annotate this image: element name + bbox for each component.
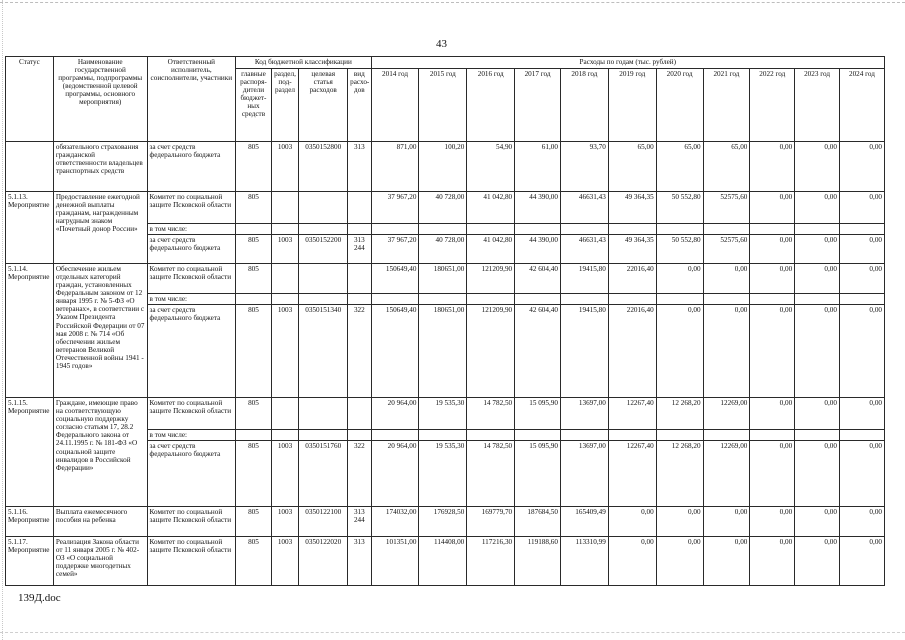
value-cell: 121209,90 [467,305,515,398]
value-cell: 40 728,00 [419,192,467,224]
value-cell: 0,00 [839,441,884,507]
type-cell [348,398,371,430]
value-cell: 119188,60 [515,537,561,586]
value-cell: 20 964,00 [371,441,419,507]
value-cell: 49 364,35 [608,192,656,224]
value-cell: 113310,99 [560,537,608,586]
grbs-cell: 805 [236,398,272,430]
header-expense-type: вид расхо-дов [348,69,371,142]
header-year: 2019 год [608,69,656,142]
value-cell: 0,00 [839,235,884,264]
value-cell: 13697,00 [560,441,608,507]
status-cell: 5.1.17. Мероприятие [6,537,54,586]
value-cell: 50 552,80 [656,235,703,264]
value-cell: 19 535,30 [419,441,467,507]
executor-cell: в том числе: [147,224,236,235]
section-cell: 1003 [271,305,298,398]
value-cell: 150649,40 [371,305,419,398]
status-cell [6,142,54,192]
value-cell: 0,00 [656,537,703,586]
section-cell: 1003 [271,441,298,507]
value-cell: 180651,00 [419,305,467,398]
value-cell: 0,00 [795,537,840,586]
value-cell: 0,00 [750,441,795,507]
target-cell [299,192,348,224]
value-cell: 52575,60 [703,192,750,224]
value-cell: 180651,00 [419,264,467,294]
section-cell: 1003 [271,235,298,264]
value-cell: 165409,49 [560,507,608,537]
type-cell [348,192,371,224]
value-cell: 0,00 [703,537,750,586]
table-row [6,192,885,224]
value-cell: 12267,40 [608,441,656,507]
value-cell: 19415,80 [560,264,608,294]
executor-cell: Комитет по социальной защите Псковской области [147,192,236,224]
value-cell: 41 042,80 [467,192,515,224]
value-cell: 117216,30 [467,537,515,586]
grbs-cell: 805 [236,192,272,224]
status-cell: 5.1.14. Мероприятие [6,264,54,398]
status-cell: 5.1.13. Мероприятие [6,192,54,264]
table-row [6,537,885,586]
budget-table [5,56,885,586]
value-cell: 41 042,80 [467,235,515,264]
name-cell: Обеспечение жильем отдельных категорий граждан, установленных Федеральным законом от 12 января 1995 г. № 5-ФЗ «О ветеранах», в соответствии с Указом Президента Российской Федерации от 07 мая 2008 г. № 714 «Об обеспечении жильем ветеранов Великой Отечественной войны 1941 - 1945 годов» [53,264,147,398]
value-cell: 0,00 [839,264,884,294]
value-cell: 0,00 [839,192,884,224]
grbs-cell: 805 [236,264,272,294]
value-cell: 14 782,50 [467,441,515,507]
scan-edge-top [0,2,905,3]
type-cell [348,264,371,294]
executor-cell: Комитет по социальной защите Псковской области [147,398,236,430]
value-cell: 12267,40 [608,398,656,430]
value-cell: 0,00 [795,235,840,264]
header-year: 2020 год [656,69,703,142]
grbs-cell: 805 [236,537,272,586]
value-cell: 22016,40 [608,264,656,294]
grbs-cell: 805 [236,441,272,507]
header-status: Статус [6,57,54,142]
header-grbs: главные распоря-дители бюджет-ных средств [236,69,272,142]
executor-cell: в том числе: [147,430,236,441]
header-target-item: целевая статья расходов [299,69,348,142]
value-cell: 174032,00 [371,507,419,537]
value-cell: 0,00 [750,192,795,224]
value-cell: 0,00 [608,537,656,586]
value-cell: 114408,00 [419,537,467,586]
value-cell: 176928,50 [419,507,467,537]
name-cell: Граждане, имеющие право на соответствующую социальную поддержку согласно статьям 17, 28.2 Федерального закона от 24.11.1995 г. № 181-ФЗ «О социальной защите инвалидов в Российской Федерации» [53,398,147,507]
value-cell: 0,00 [750,235,795,264]
value-cell: 0,00 [839,305,884,398]
value-cell: 65,00 [703,142,750,192]
header-name: Наименование государственной программы, подпрограммы (ведомственной целевой программы, основного мероприятия) [53,57,147,142]
value-cell: 54,90 [467,142,515,192]
value-cell: 12269,00 [703,398,750,430]
file-name-footer: 139Д.doc [18,592,61,604]
header-budget-code: Код бюджетной классификации [236,57,371,69]
header-year: 2016 год [467,69,515,142]
value-cell: 65,00 [608,142,656,192]
value-cell: 50 552,80 [656,192,703,224]
scan-edge-bottom [0,632,905,633]
header-year: 2023 год [795,69,840,142]
header-year: 2022 год [750,69,795,142]
grbs-cell: 805 [236,235,272,264]
value-cell: 187684,50 [515,507,561,537]
name-cell: Реализация Закона области от 11 января 2005 г. № 402-ОЗ «О социальной поддержке многодетных семей» [53,537,147,586]
value-cell: 93,70 [560,142,608,192]
value-cell: 121209,90 [467,264,515,294]
section-cell [271,192,298,224]
header-section: раздел, под-раздел [271,69,298,142]
value-cell: 0,00 [750,537,795,586]
grbs-cell: 805 [236,142,272,192]
value-cell: 13697,00 [560,398,608,430]
value-cell: 37 967,20 [371,235,419,264]
value-cell: 0,00 [703,264,750,294]
name-cell: Предоставление ежегодной денежной выплаты гражданам, награжденным нагрудным знаком «Почетный донор России» [53,192,147,264]
header-year: 2024 год [839,69,884,142]
executor-cell: за счет средств федерального бюджета [147,235,236,264]
value-cell: 0,00 [795,142,840,192]
value-cell: 0,00 [750,264,795,294]
section-cell: 1003 [271,537,298,586]
value-cell: 0,00 [750,142,795,192]
value-cell: 101351,00 [371,537,419,586]
scan-edge-left [2,0,3,640]
page-number: 43 [436,38,447,50]
value-cell: 0,00 [795,507,840,537]
type-cell: 313 244 [348,235,371,264]
value-cell: 0,00 [839,398,884,430]
value-cell: 0,00 [795,264,840,294]
name-cell: Выплата ежемесячного пособия на ребенка [53,507,147,537]
value-cell: 65,00 [656,142,703,192]
value-cell: 0,00 [750,507,795,537]
target-cell: 0350152200 [299,235,348,264]
status-cell: 5.1.16. Мероприятие [6,507,54,537]
value-cell: 0,00 [656,507,703,537]
table-row [6,142,885,192]
value-cell: 40 728,00 [419,235,467,264]
value-cell: 44 390,00 [515,235,561,264]
value-cell: 150649,40 [371,264,419,294]
type-cell: 322 [348,441,371,507]
header-executor: Ответственный исполнитель, соисполнители, участники [147,57,236,142]
target-cell: 0350151340 [299,305,348,398]
header-year: 2017 год [515,69,561,142]
target-cell [299,398,348,430]
value-cell: 15 095,90 [515,441,561,507]
value-cell: 46631,43 [560,192,608,224]
header-year: 2014 год [371,69,419,142]
value-cell: 52575,60 [703,235,750,264]
section-cell [271,264,298,294]
type-cell: 313 244 [348,507,371,537]
value-cell: 42 604,40 [515,305,561,398]
value-cell: 19415,80 [560,305,608,398]
status-cell: 5.1.15. Мероприятие [6,398,54,507]
value-cell: 0,00 [750,305,795,398]
executor-cell: за счет средств федерального бюджета [147,305,236,398]
value-cell: 61,00 [515,142,561,192]
value-cell: 0,00 [656,305,703,398]
name-cell: обязательного страхования гражданской ответственности владельцев транспортных средств [53,142,147,192]
section-cell [271,398,298,430]
value-cell: 12269,00 [703,441,750,507]
value-cell: 0,00 [839,537,884,586]
value-cell: 871,00 [371,142,419,192]
value-cell: 0,00 [839,507,884,537]
value-cell: 0,00 [839,142,884,192]
grbs-cell: 805 [236,507,272,537]
type-cell: 313 [348,142,371,192]
section-cell: 1003 [271,142,298,192]
value-cell: 20 964,00 [371,398,419,430]
value-cell: 14 782,50 [467,398,515,430]
value-cell: 22016,40 [608,305,656,398]
value-cell: 12 268,20 [656,398,703,430]
value-cell: 15 095,90 [515,398,561,430]
executor-cell: Комитет по социальной защите Псковской области [147,507,236,537]
executor-cell: Комитет по социальной защите Псковской области [147,537,236,586]
header-year: 2015 год [419,69,467,142]
executor-cell: Комитет по социальной защите Псковской области [147,264,236,294]
value-cell: 37 967,20 [371,192,419,224]
header-year: 2021 год [703,69,750,142]
executor-cell: за счет средств федерального бюджета [147,142,236,192]
header-row-top [6,57,885,69]
value-cell: 0,00 [795,305,840,398]
grbs-cell: 805 [236,305,272,398]
value-cell: 0,00 [703,507,750,537]
value-cell: 0,00 [656,264,703,294]
value-cell: 19 535,30 [419,398,467,430]
value-cell: 0,00 [608,507,656,537]
target-cell: 0350122020 [299,537,348,586]
table-row [6,507,885,537]
value-cell: 12 268,20 [656,441,703,507]
type-cell: 313 [348,537,371,586]
value-cell: 46631,43 [560,235,608,264]
value-cell: 0,00 [795,398,840,430]
target-cell: 0350152800 [299,142,348,192]
target-cell: 0350122100 [299,507,348,537]
value-cell: 0,00 [703,305,750,398]
target-cell [299,264,348,294]
executor-cell: за счет средств федерального бюджета [147,441,236,507]
value-cell: 0,00 [795,192,840,224]
target-cell: 0350151760 [299,441,348,507]
value-cell: 0,00 [750,398,795,430]
table-row [6,264,885,294]
section-cell: 1003 [271,507,298,537]
header-expenses: Расходы по годам (тыс. рублей) [371,57,884,69]
executor-cell: в том числе: [147,294,236,305]
value-cell: 100,20 [419,142,467,192]
header-year: 2018 год [560,69,608,142]
value-cell: 49 364,35 [608,235,656,264]
value-cell: 169779,70 [467,507,515,537]
value-cell: 44 390,00 [515,192,561,224]
value-cell: 0,00 [795,441,840,507]
type-cell: 322 [348,305,371,398]
value-cell: 42 604,40 [515,264,561,294]
table-row [6,398,885,430]
